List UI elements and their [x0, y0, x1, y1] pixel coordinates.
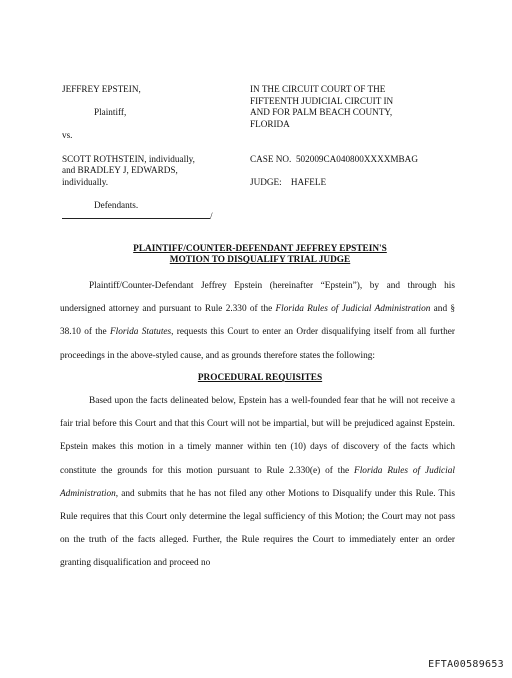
caption-underline — [62, 210, 210, 219]
defendant-line-3: individually. — [62, 177, 109, 187]
court-line-3: AND FOR PALM BEACH COUNTY, — [250, 107, 393, 117]
body-italic-rules: Florida Rules of Judicial Administration — [60, 465, 455, 499]
case-number-row — [250, 154, 418, 166]
court-line-1: IN THE CIRCUIT COURT OF THE — [250, 84, 386, 94]
defendant-line-1: SCOTT ROTHSTEIN, individually, — [62, 154, 195, 164]
court-line-4: FLORIDA — [250, 119, 290, 129]
case-number: 502009CA040800XXXXMBAG — [295, 154, 418, 164]
body-text-1: Based upon the facts delineated below, Epstein has a well-founded fear that he will not receive a fair trial before this Court and that this Court will not be impartial, but will be prejudiced against Epstein. Epstein makes this motion in a timely manner within ten (10) days of discovery of the facts which constitute the grounds for this motion pursuant to Rule 2.330(e) of the — [60, 396, 455, 476]
intro-text-2: and § 38.10 of the — [60, 304, 455, 338]
motion-title-line-1: PLAINTIFF/COUNTER-DEFENDANT JEFFREY EPSTEIN'S — [133, 244, 387, 254]
versus-label: vs. — [62, 130, 73, 140]
body-paragraph — [60, 390, 455, 576]
judge-label: JUDGE: — [250, 177, 282, 187]
caption-slash: / — [210, 211, 213, 221]
intro-text-3: , requests this Court to enter an Order disqualifying itself from all further proceedings in the above-styled cause, and as grounds therefore states the following: — [60, 327, 455, 361]
section-heading: PROCEDURAL REQUISITES — [197, 373, 323, 383]
case-label: CASE NO. — [250, 154, 292, 164]
caption-signature-line — [62, 210, 213, 223]
intro-italic-statutes: Florida Statutes — [109, 327, 172, 338]
judge-row — [250, 177, 326, 189]
intro-italic-rules: Florida Rules of Judicial Administration — [275, 304, 431, 315]
defendant-role: Defendants. — [94, 200, 139, 210]
bates-number: EFTA00589653 — [428, 659, 504, 670]
judge-name: HAFELE — [290, 177, 327, 187]
plaintiff-name: JEFFREY EPSTEIN, — [62, 84, 141, 94]
motion-title-line-2: MOTION TO DISQUALIFY TRIAL JUDGE — [169, 255, 351, 265]
plaintiff-role: Plaintiff, — [94, 107, 127, 117]
intro-paragraph — [60, 275, 455, 368]
defendant-line-2: and BRADLEY J, EDWARDS, — [62, 165, 178, 175]
body-text-2: , and submits that he has not filed any other Motions to Disqualify under this Rule. This Rule requires that this Court only determine the legal sufficiency of this Motion; the Court may not pass on the truth of the facts alleged. Further, the Rule requires the Court to immediately enter an order granting disqualification and proceed no — [60, 488, 455, 569]
intro-text-1: Plaintiff/Counter-Defendant Jeffrey Epstein (hereinafter “Epstein”), by and through his undersigned attorney and pursuant to Rule 2.330 of the — [60, 281, 455, 315]
court-line-2: FIFTEENTH JUDICIAL CIRCUIT IN — [250, 96, 394, 106]
